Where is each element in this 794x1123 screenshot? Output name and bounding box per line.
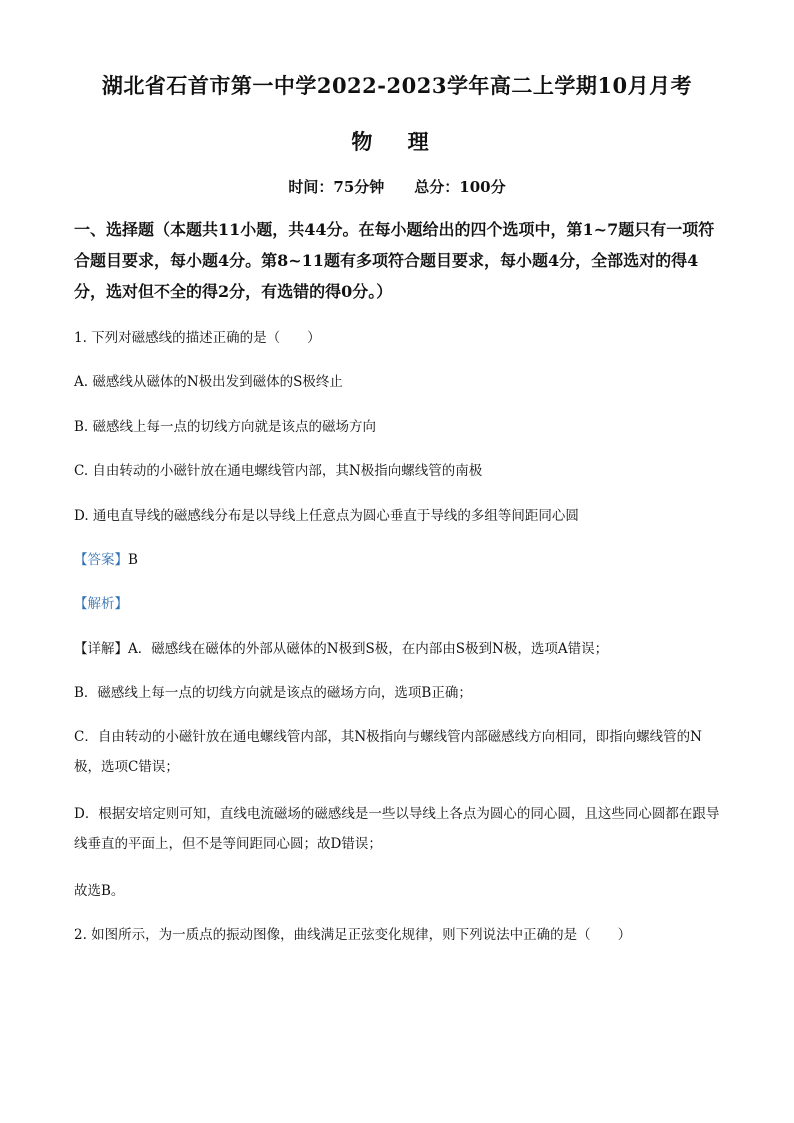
question-1-stem: 1. 下列对磁感线的描述正确的是（ ）	[74, 330, 321, 346]
conclusion: 故选B。	[74, 883, 125, 899]
subject-title: 物 理	[351, 129, 443, 154]
question-1-option-b: B. 磁感线上每一点的切线方向就是该点的磁场方向	[74, 419, 377, 435]
detail-c: C．自由转动的小磁针放在通电螺线管内部，其N极指向与螺线管内部磁感线方向相同，即指向螺线管的N极，选项C错误；	[74, 729, 702, 775]
question-1-option-d: D. 通电直导线的磁感线分布是以导线上任意点为圆心垂直于导线的多组等间距同心圆	[74, 508, 579, 524]
answer-tag: 【答案】	[74, 552, 128, 568]
answer-value: B	[128, 552, 138, 568]
detail-a: A．磁感线在磁体的外部从磁体的N极到S极，在内部由S极到N极，选项A错误；	[128, 641, 609, 657]
analysis-tag: 【解析】	[74, 596, 128, 612]
section-heading: 一、选择题（本题共11小题，共44分。在每小题给出的四个选项中，第1~7题只有一项符合题目要求，每小题4分。第8~11题有多项符合题目要求，每小题4分，全部选对的得4分，选对但不全的得2分，有选错的得0分。）	[74, 220, 715, 301]
detail-tag: 【详解】	[74, 641, 128, 657]
detail-d: D．根据安培定则可知，直线电流磁场的磁感线是一些以导线上各点为圆心的同心圆，且这些同心圆都在跟导线垂直的平面上，但不是等间距同心圆；故D错误；	[74, 806, 720, 852]
analysis-line	[74, 589, 724, 619]
detail-b: B．磁感线上每一点的切线方向就是该点的磁场方向，选项B正确；	[74, 685, 472, 701]
question-2-stem: 2. 如图所示，为一质点的振动图像，曲线满足正弦变化规律，则下列说法中正确的是（ ）	[74, 927, 632, 943]
detail-a-line	[74, 634, 724, 664]
question-1-option-a: A. 磁感线从磁体的N极出发到磁体的S极终止	[74, 374, 343, 390]
answer-line	[74, 545, 724, 575]
exam-info	[0, 176, 794, 197]
question-1-option-c: C. 自由转动的小磁针放在通电螺线管内部，其N极指向螺线管的南极	[74, 463, 483, 479]
time-label: 时间：75分钟	[288, 178, 385, 196]
exam-title: 湖北省石首市第一中学2022-2023学年高二上学期10月月考	[101, 73, 693, 98]
score-label: 总分：100分	[414, 178, 506, 196]
